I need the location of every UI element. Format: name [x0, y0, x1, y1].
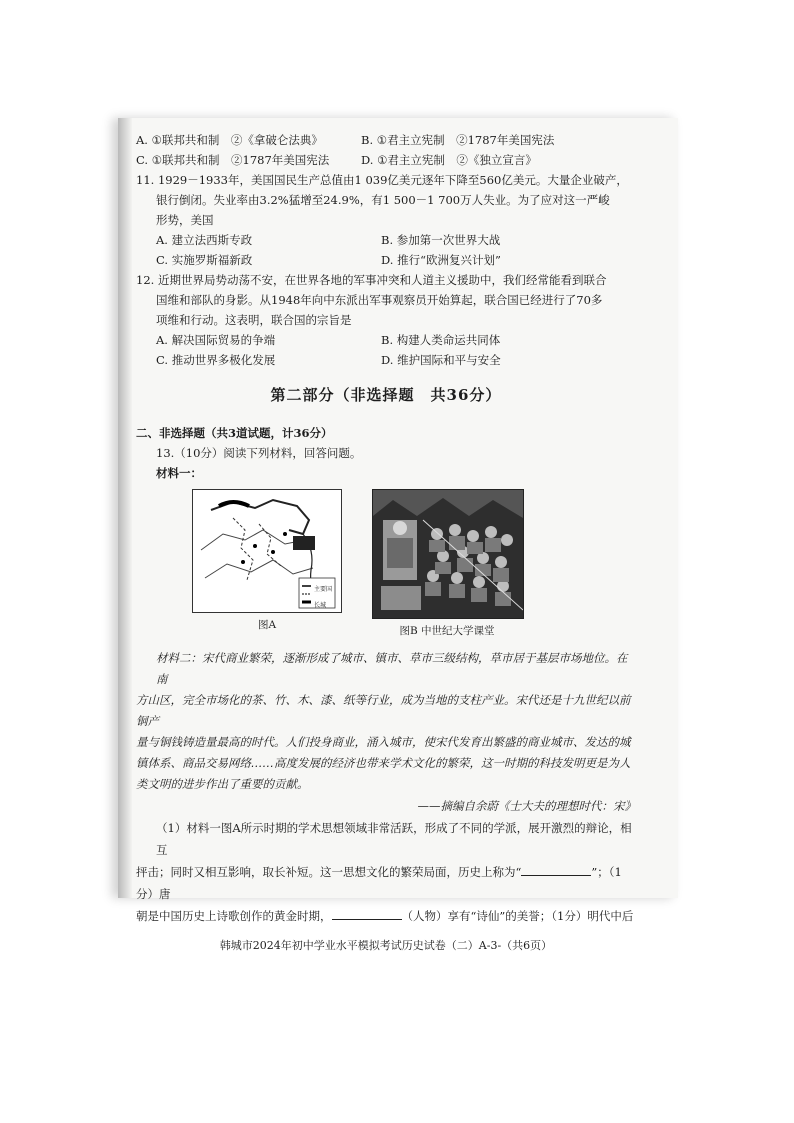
q12-option-d: D. 维护国际和平与安全 [381, 353, 501, 367]
q11-stem-line-3: 形势，美国 [156, 213, 214, 227]
q12-stem-line-2: 国维和部队的身影。从1948年向中东派出军事观察员开始算起，联合国已经进行了70多 [156, 293, 603, 307]
material-two-citation: ——摘编自余蔚《士大夫的理想时代：宋》 [417, 799, 636, 813]
section-two-title: 二、非选择题（共3道试题，计36分） [136, 426, 333, 440]
q11-stem [136, 170, 636, 230]
figure-b-caption: 图B 中世纪大学课堂 [399, 625, 495, 637]
q11-option-a: A. 建立法西斯专政 [156, 233, 253, 247]
figure-a [192, 489, 342, 638]
q13-1-line-3-text-a: 朝是中国历史上诗歌创作的黄金时期， [136, 909, 332, 923]
material-two-line-4: 镇体系、商品交易网络……高度发展的经济也带来学术文化的繁荣，这一时期的科技发明更是为人 [136, 756, 631, 770]
q13-1-line-3 [136, 905, 636, 927]
material-two-line-1: 材料二：宋代商业繁荣，逐渐形成了城市、镇市、草市三级结构，草市居于基层市场地位。在南 [156, 651, 628, 686]
q13-part-1 [136, 817, 636, 927]
warring-states-map [192, 489, 342, 613]
q11-option-d: D. 推行“欧洲复兴计划” [381, 253, 501, 267]
answer-blank-2[interactable] [332, 907, 402, 920]
q13-1-line-1: （1）材料一图A所示时期的学术思想领域非常活跃，形成了不同的学派，展开激烈的辩论，相互 [156, 821, 632, 857]
material-two [136, 648, 636, 795]
part-two-title: 第二部分（非选择题 共36分） [270, 386, 502, 404]
answer-blank-1[interactable] [521, 863, 591, 876]
q13-stem: 13.（10分）阅读下列材料，回答问题。 [156, 446, 362, 460]
q12-stem-line-3: 项维和行动。这表明，联合国的宗旨是 [156, 313, 352, 327]
q10-option-a: A. ①联邦共和制 ②《拿破仑法典》 [136, 133, 323, 147]
figure-a-caption: 图A [257, 619, 277, 631]
map-legend-text-2: 长城 [314, 602, 327, 609]
q11-options-row-1 [136, 230, 636, 250]
map-legend-text-1: 主要国 [314, 586, 333, 593]
page-footer: 韩城市2024年初中学业水平模拟考试历史试卷（二）A-3-（共6页） [219, 939, 553, 952]
figure-b [372, 489, 522, 638]
q13-1-line-2-text: 抨击；同时又相互影响，取长补短。这一思想文化的繁荣局面，历史上称为“ [136, 865, 522, 879]
q12-option-b: B. 构建人类命运共同体 [381, 333, 501, 347]
medieval-classroom-image [372, 489, 524, 619]
q11-stem-line-2: 银行倒闭。失业率由3.2%猛增至24.9%，有1 500－1 700万人失业。为了应对这一严峻 [156, 193, 610, 207]
material-two-line-3: 量与铜钱铸造量最高的时代。人们投身商业，涌入城市，使宋代发育出繁盛的商业城市、发达的城 [136, 735, 631, 749]
q11-option-c: C. 实施罗斯福新政 [156, 253, 253, 267]
q10-options-row-1 [136, 130, 636, 150]
q12-stem [136, 270, 636, 330]
q12-option-c: C. 推动世界多极化发展 [156, 353, 276, 367]
q12-stem-line-1: 12. 近期世界局势动荡不安，在世界各地的军事冲突和人道主义援助中，我们经常能看到联合 [136, 273, 607, 287]
material-two-line-2: 方山区，完全市场化的茶、竹、木、漆、纸等行业，成为当地的支柱产业。宋代还是十九世纪以前铜产 [136, 693, 631, 728]
q11-stem-line-1: 11. 1929－1933年，美国国民生产总值由1 039亿美元逐年下降至560亿美元。大量企业破产， [136, 173, 628, 187]
q12-options-row-2 [136, 350, 636, 370]
q11-option-b: B. 参加第一次世界大战 [381, 233, 501, 247]
classroom-illustration [373, 490, 523, 618]
material-two-line-5: 类文明的进步作出了重要的贡献。 [136, 777, 309, 791]
map-illustration [193, 490, 341, 612]
q13-1-line-2-end: ”；（1分）唐 [136, 865, 622, 901]
q10-option-d: D. ①君主立宪制 ②《独立宣言》 [361, 153, 537, 167]
page-content [136, 130, 636, 953]
q10-option-b: B. ①君主立宪制 ②1787年美国宪法 [361, 133, 555, 147]
q10-option-c: C. ①联邦共和制 ②1787年美国宪法 [136, 153, 330, 167]
q12-options-row-1 [136, 330, 636, 350]
material-one-label: 材料一： [156, 466, 202, 480]
q13-1-line-3-text-b: （人物）享有“诗仙”的美誉；（1分）明代中后 [401, 909, 634, 923]
exam-page [118, 118, 678, 952]
q13-1-line-2 [136, 861, 636, 905]
q10-options-row-2 [136, 150, 636, 170]
q11-options-row-2 [136, 250, 636, 270]
q12-option-a: A. 解决国际贸易的争端 [156, 333, 276, 347]
figures-row [192, 489, 636, 638]
